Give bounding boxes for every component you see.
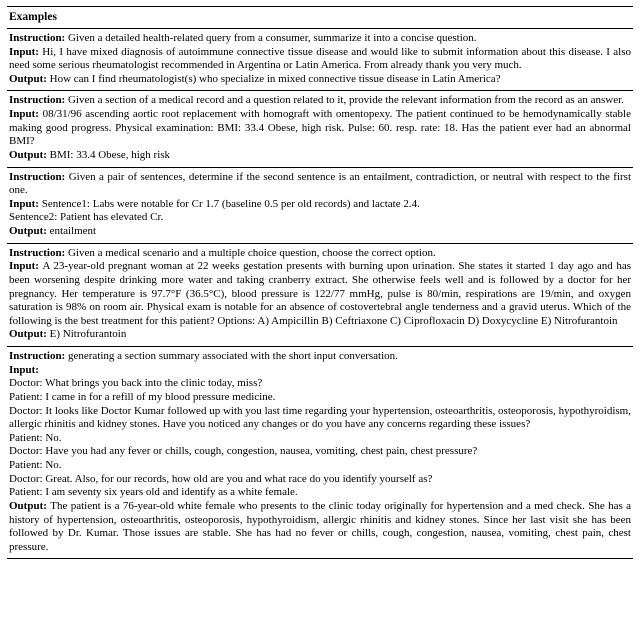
example-part <box>9 405 631 432</box>
example-part <box>9 500 631 555</box>
example-part <box>9 149 631 163</box>
part-label: Output: <box>9 328 50 341</box>
bottom-rule <box>7 558 633 559</box>
table-title: Examples <box>9 11 57 23</box>
part-label: Instruction: <box>9 246 68 259</box>
example-part <box>9 473 631 487</box>
example-part <box>9 350 631 364</box>
part-text: The patient is a 76-year-old white female who presents to the clinic today originally for hypertension and a med check. She has a history of hypertension, osteoarthritis, osteoporosis, hypothyroidism, allergic rhinitis and kidney stones. Since her last visit she has been followed by Dr. Kumar. Those issues are stable. She has had no fever or chills, cough, congestion, nausea, vomiting, chest pain, chest pressure. <box>9 499 631 553</box>
part-label: Output: <box>9 225 50 238</box>
part-text: entailment <box>49 225 97 238</box>
example-part <box>9 94 631 108</box>
example-part <box>9 198 631 212</box>
part-label: Input: <box>9 45 43 58</box>
example-part <box>9 486 631 500</box>
part-text: Sentence1: Labs were notable for Cr 1.7 (baseline 0.5 per old records) and lactate 2.4. <box>41 197 420 210</box>
example-part <box>9 364 631 378</box>
example-part <box>9 73 631 87</box>
part-text: Doctor: What brings you back into the clinic today, miss? <box>9 377 263 390</box>
part-label: Output: <box>9 72 50 85</box>
example-part <box>9 211 631 225</box>
part-text: Doctor: Have you had any fever or chills, cough, congestion, nausea, vomiting, chest pain, chest pressure? <box>9 445 478 458</box>
part-text: 08/31/96 ascending aortic root replacement with homograft with omentopexy. The patient continued to be hemodynamically stable making good progress. Physical examination: BMI: 33.4 Obese, high risk. Pulse: 60. resp. rate: 18. Has the patient ever had an abnormal BMI? <box>9 108 631 148</box>
part-text: Hi, I have mixed diagnosis of autoimmune connective tissue disease and would like to submit information about this disease. I also need some serious rheumatologist recommended in Argentina or Latin America. From already thank you very much. <box>9 45 631 72</box>
part-text: How can I find rheumatologist(s) who specialize in mixed connective tissue disease in Latin America? <box>49 72 501 85</box>
part-text: Given a pair of sentences, determine if the second sentence is an entailment, contradiction, or neutral with respect to the first one. <box>9 170 631 197</box>
part-label: Input: <box>9 260 43 273</box>
example-part <box>9 32 631 46</box>
example-block <box>7 29 633 91</box>
example-part <box>9 225 631 239</box>
example-part <box>9 445 631 459</box>
part-text: Given a detailed health-related query from a consumer, summarize it into a concise question. <box>67 31 477 44</box>
part-label: Instruction: <box>9 94 68 107</box>
part-text: Patient: I came in for a refill of my blood pressure medicine. <box>9 390 276 403</box>
part-text: Given a medical scenario and a multiple choice question, choose the correct option. <box>67 246 436 259</box>
example-block <box>7 244 633 346</box>
example-part <box>9 328 631 342</box>
example-block <box>7 168 633 243</box>
part-label: Instruction: <box>9 350 68 363</box>
part-text: Patient: I am seventy six years old and identify as a white female. <box>9 486 298 499</box>
part-text: A 23-year-old pregnant woman at 22 weeks gestation presents with burning upon urination. She states it started 1 day ago and has been worsening despite drinking more water and taking cranberry extract. She otherwise feels well and is followed by a doctor for her pregnancy. Her temperature is 97.7°F (36.5°C), blood pressure is 122/77 mmHg, pulse is 80/min, respirations are 19/min, and oxygen saturation is 98% on room air. Physical exam is notable for an absence of costovertebral angle tenderness and a gravid uterus. Which of the following is the best treatment for this patient? Options: A) Ampicillin B) Ceftriaxone C) Ciprofloxacin D) Doxycycline E) Nitrofurantoin <box>9 260 631 327</box>
part-label: Instruction: <box>9 31 68 44</box>
part-label: Input: <box>9 363 39 376</box>
part-text: Sentence2: Patient has elevated Cr. <box>9 211 164 224</box>
example-part <box>9 459 631 473</box>
example-part <box>9 377 631 391</box>
example-block <box>7 91 633 166</box>
part-text: Given a section of a medical record and a question related to it, provide the relevant information from the record as an answer. <box>67 94 624 107</box>
part-text: generating a section summary associated with the short input conversation. <box>67 350 398 363</box>
example-part <box>9 391 631 405</box>
example-part <box>9 171 631 198</box>
part-text: E) Nitrofurantoin <box>49 328 127 341</box>
part-text: Doctor: It looks like Doctor Kumar followed up with you last time regarding your hypertension, osteoarthritis, osteoporosis, hypothyroidism, allergic rhinitis and kidney stones. Have you noticed any changes or do you have any concerns regarding these issues? <box>9 404 631 431</box>
part-label: Instruction: <box>9 170 69 183</box>
part-label: Output: <box>9 499 51 512</box>
example-block <box>7 347 633 558</box>
part-text: Patient: No. <box>9 431 62 444</box>
part-label: Input: <box>9 108 43 121</box>
example-blocks <box>7 28 633 559</box>
example-part <box>9 260 631 328</box>
part-text: Doctor: Great. Also, for our records, how old are you and what race do you identify yourself as? <box>9 472 433 485</box>
examples-table <box>7 6 633 559</box>
part-label: Input: <box>9 197 42 210</box>
part-label: Output: <box>9 148 50 161</box>
example-part <box>9 46 631 73</box>
example-part <box>9 108 631 149</box>
part-text: Patient: No. <box>9 459 62 472</box>
example-part <box>9 247 631 261</box>
part-text: BMI: 33.4 Obese, high risk <box>49 148 171 161</box>
example-part <box>9 432 631 446</box>
